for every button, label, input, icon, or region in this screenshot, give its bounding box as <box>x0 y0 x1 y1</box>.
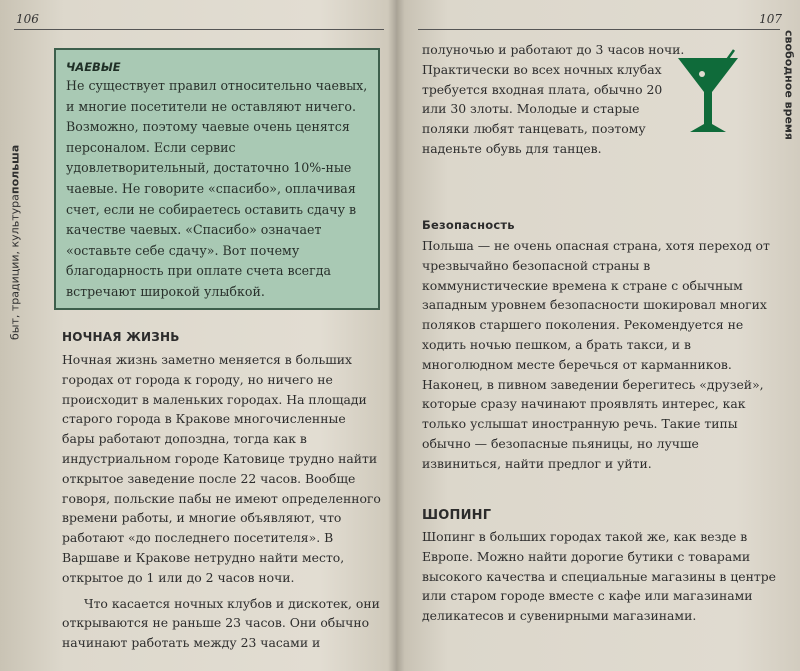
left-page <box>0 0 398 671</box>
section-tab-prefix: быт, традиции, культура <box>8 194 22 340</box>
header-rule-right <box>418 29 780 30</box>
shopping-section <box>422 508 778 626</box>
header-rule-left <box>14 29 384 30</box>
section-tab-left <box>0 40 30 340</box>
shopping-text: Шопинг в больших городах такой же, как везде в Европе. Можно найти дорогие бутики с товарами высокого качества и специальные магазины в центре или старом городе вместе с кафе или магазинами деликатесов и сувенирными магазинами. <box>422 529 777 624</box>
right-page <box>400 0 800 671</box>
nightlife-continuation-text: полуночью и работают до 3 часов ночи. Практически во всех ночных клубах требуется входная плата, обычно 20 или 30 злоты. Молодые и старые поляки любят танцевать, поэтому наденьте обувь для танцев. <box>422 42 685 156</box>
section-tab-right <box>778 30 800 200</box>
safety-text: Польша — не очень опасная страна, хотя переход от чрезвычайно безопасной страны в коммунистические времена к стране с обычным западным уровнем безопасности шокировал многих поляков старшего поколения. Рекомендуется не ходить ночью пешком, а брать такси, и в многолюдном месте беречься от карманников. Наконец, в пивном заведении берегитесь «друзей», которые сразу начинают проявлять интерес, как только услышат иностранную речь. Такие типы обычно — безопасные пьяницы, но лучше извиниться, найти предлог и уйти. <box>422 238 770 471</box>
safety-title: Безопасность <box>422 218 515 232</box>
safety-section <box>422 218 778 474</box>
tips-title: ЧАЕВЫЕ <box>66 60 121 74</box>
page-number-right: 107 <box>759 12 782 26</box>
nightlife-continuation <box>422 40 690 159</box>
nightlife-title: НОЧНАЯ ЖИЗНЬ <box>62 330 180 344</box>
section-tab-right-label: свободное время <box>782 30 796 140</box>
page-number-left: 106 <box>16 12 39 26</box>
nightlife-paragraph-2: Что касается ночных клубов и дискотек, они открываются не раньше 23 часов. Они обычно начинают работать между 23 часами и <box>62 595 380 651</box>
nightlife-paragraph-1: Ночная жизнь заметно меняется в больших городах от города к городу, но ничего не происходит в маленьких городах. На площади старого города в Кракове многочисленные бары работают допоздна, тогда как в индустриальном городе Катовице трудно найти открытое заведение после 22 часов. Вообще говоря, польские пабы не имеют определенного времени работы, и многие объявляют, что работают «до последнего посетителя». В Варшаве и Кракове нетрудно найти место, открытое до 1 или до 2 часов ночи. <box>62 352 381 585</box>
nightlife-section <box>62 330 382 653</box>
cocktail-glass-icon <box>672 48 744 140</box>
section-tab-accent: польша <box>8 144 22 195</box>
tips-text: Не существует правил относительно чаевых, и многие посетители не оставляют ничего. Возможно, поэтому чаевые очень ценятся персоналом. Если сервис удовлетворительный, достаточно 10%-ные чаевые. Не говорите «спасибо», оплачивая счет, если не собираетесь оставить сдачу в качестве чаевых. «Спасибо» означает «оставьте себе сдачу». Вот почему благодарность при оплате счета всегда встречают широкой улыбкой. <box>66 78 368 299</box>
shopping-title: ШОПИНГ <box>422 508 492 523</box>
tips-box <box>54 48 380 310</box>
